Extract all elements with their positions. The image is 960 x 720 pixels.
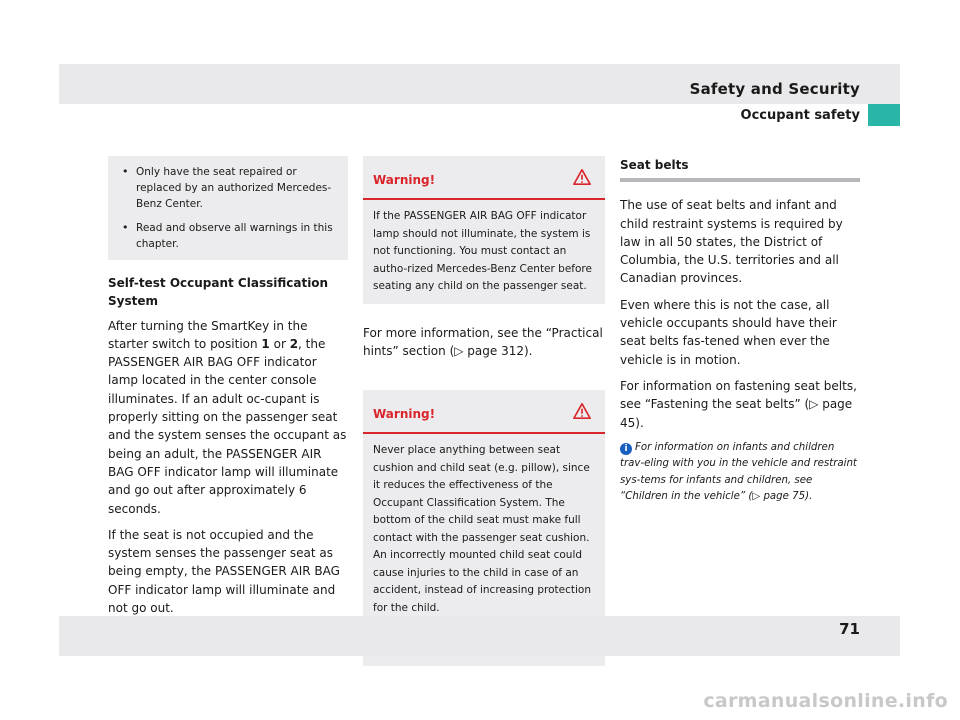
notice-box xyxy=(108,156,348,260)
warning-label: Warning! xyxy=(373,173,436,187)
paragraph: For information on fastening seat belts, see “Fastening the seat belts” (▷ page 45). xyxy=(620,378,857,430)
text-run: After turning the SmartKey in the starter switch to position xyxy=(108,318,308,351)
paragraph: The use of seat belts and infant and child restraint systems is required by law in all 50 states, the District of Columbia, the U.S. territories and all Canadian provinces. xyxy=(620,198,843,286)
section-heading: Self-test Occupant Classification System xyxy=(108,276,329,309)
watermark: carmanualsonline.info xyxy=(703,690,948,712)
warning-body xyxy=(363,200,605,304)
warning-box xyxy=(363,156,605,304)
switch-position-1: 1 xyxy=(261,336,270,351)
paragraph: For more information, see the “Practical hints” section (▷ page 312). xyxy=(363,325,603,358)
list-item: • Read and observe all warnings in this chapter. xyxy=(118,220,338,252)
bullet-list xyxy=(118,164,338,252)
info-text: For information on infants and children trav-eling with you in the vehicle and restraint sys-tems for infants and children, see “Children in the vehicle” (▷ page 75). xyxy=(620,441,857,503)
text-run: or xyxy=(269,336,290,351)
page-number: 71 xyxy=(839,620,860,638)
section-tab-marker xyxy=(868,104,900,126)
warning-header xyxy=(363,390,605,434)
paragraph: Even where this is not the case, all vehicle occupants should have their seat belts fas-tened when ever the vehicle is in motion. xyxy=(620,297,837,367)
warning-header xyxy=(363,156,605,200)
column-left xyxy=(108,156,348,625)
footer-band xyxy=(59,616,900,656)
info-note xyxy=(620,440,860,506)
warning-label: Warning! xyxy=(373,407,436,422)
column-right xyxy=(620,156,860,506)
column-middle xyxy=(363,156,605,666)
warning-triangle-icon xyxy=(573,402,591,420)
warning-text: Never place anything between seat cushion and child seat (e.g. pillow), since it reduces the effectiveness of the Occupant Classification System. The bottom of the child seat must make full contact with the passenger seat cushion. An incorrectly mounted child seat could cause injuries to the child in case of an accident, instead of increasing protection for the child. xyxy=(373,444,591,614)
section-title: Safety and Security xyxy=(689,80,860,98)
section-subtitle: Occupant safety xyxy=(740,108,860,123)
text-run: , the PASSENGER AIR BAG OFF indicator lamp located in the center console illuminates. If an adult oc-cupant is properly sitting on the passenger seat and the system senses the occupant as being an adult, the PASSENGER AIR BAG OFF indicator lamp will illuminate and go out after approximately 6 seconds. xyxy=(108,336,347,516)
paragraph xyxy=(108,317,348,518)
section-heading: Seat belts xyxy=(620,156,860,182)
switch-position-2: 2 xyxy=(289,336,299,351)
warning-triangle-icon xyxy=(573,168,591,186)
warning-text: If the PASSENGER AIR BAG OFF indicator lamp should not illuminate, the system is not functioning. You must contact an autho-rized Mercedes-Benz Center before seating any child on the passenger seat. xyxy=(373,210,592,292)
info-icon: i xyxy=(620,443,632,455)
paragraph: If the seat is not occupied and the system senses the passenger seat as being empty, the PASSENGER AIR BAG OFF indicator lamp will illuminate and not go out. xyxy=(108,527,340,616)
list-item: • Only have the seat repaired or replaced by an authorized Mercedes-Benz Center. xyxy=(118,164,338,212)
